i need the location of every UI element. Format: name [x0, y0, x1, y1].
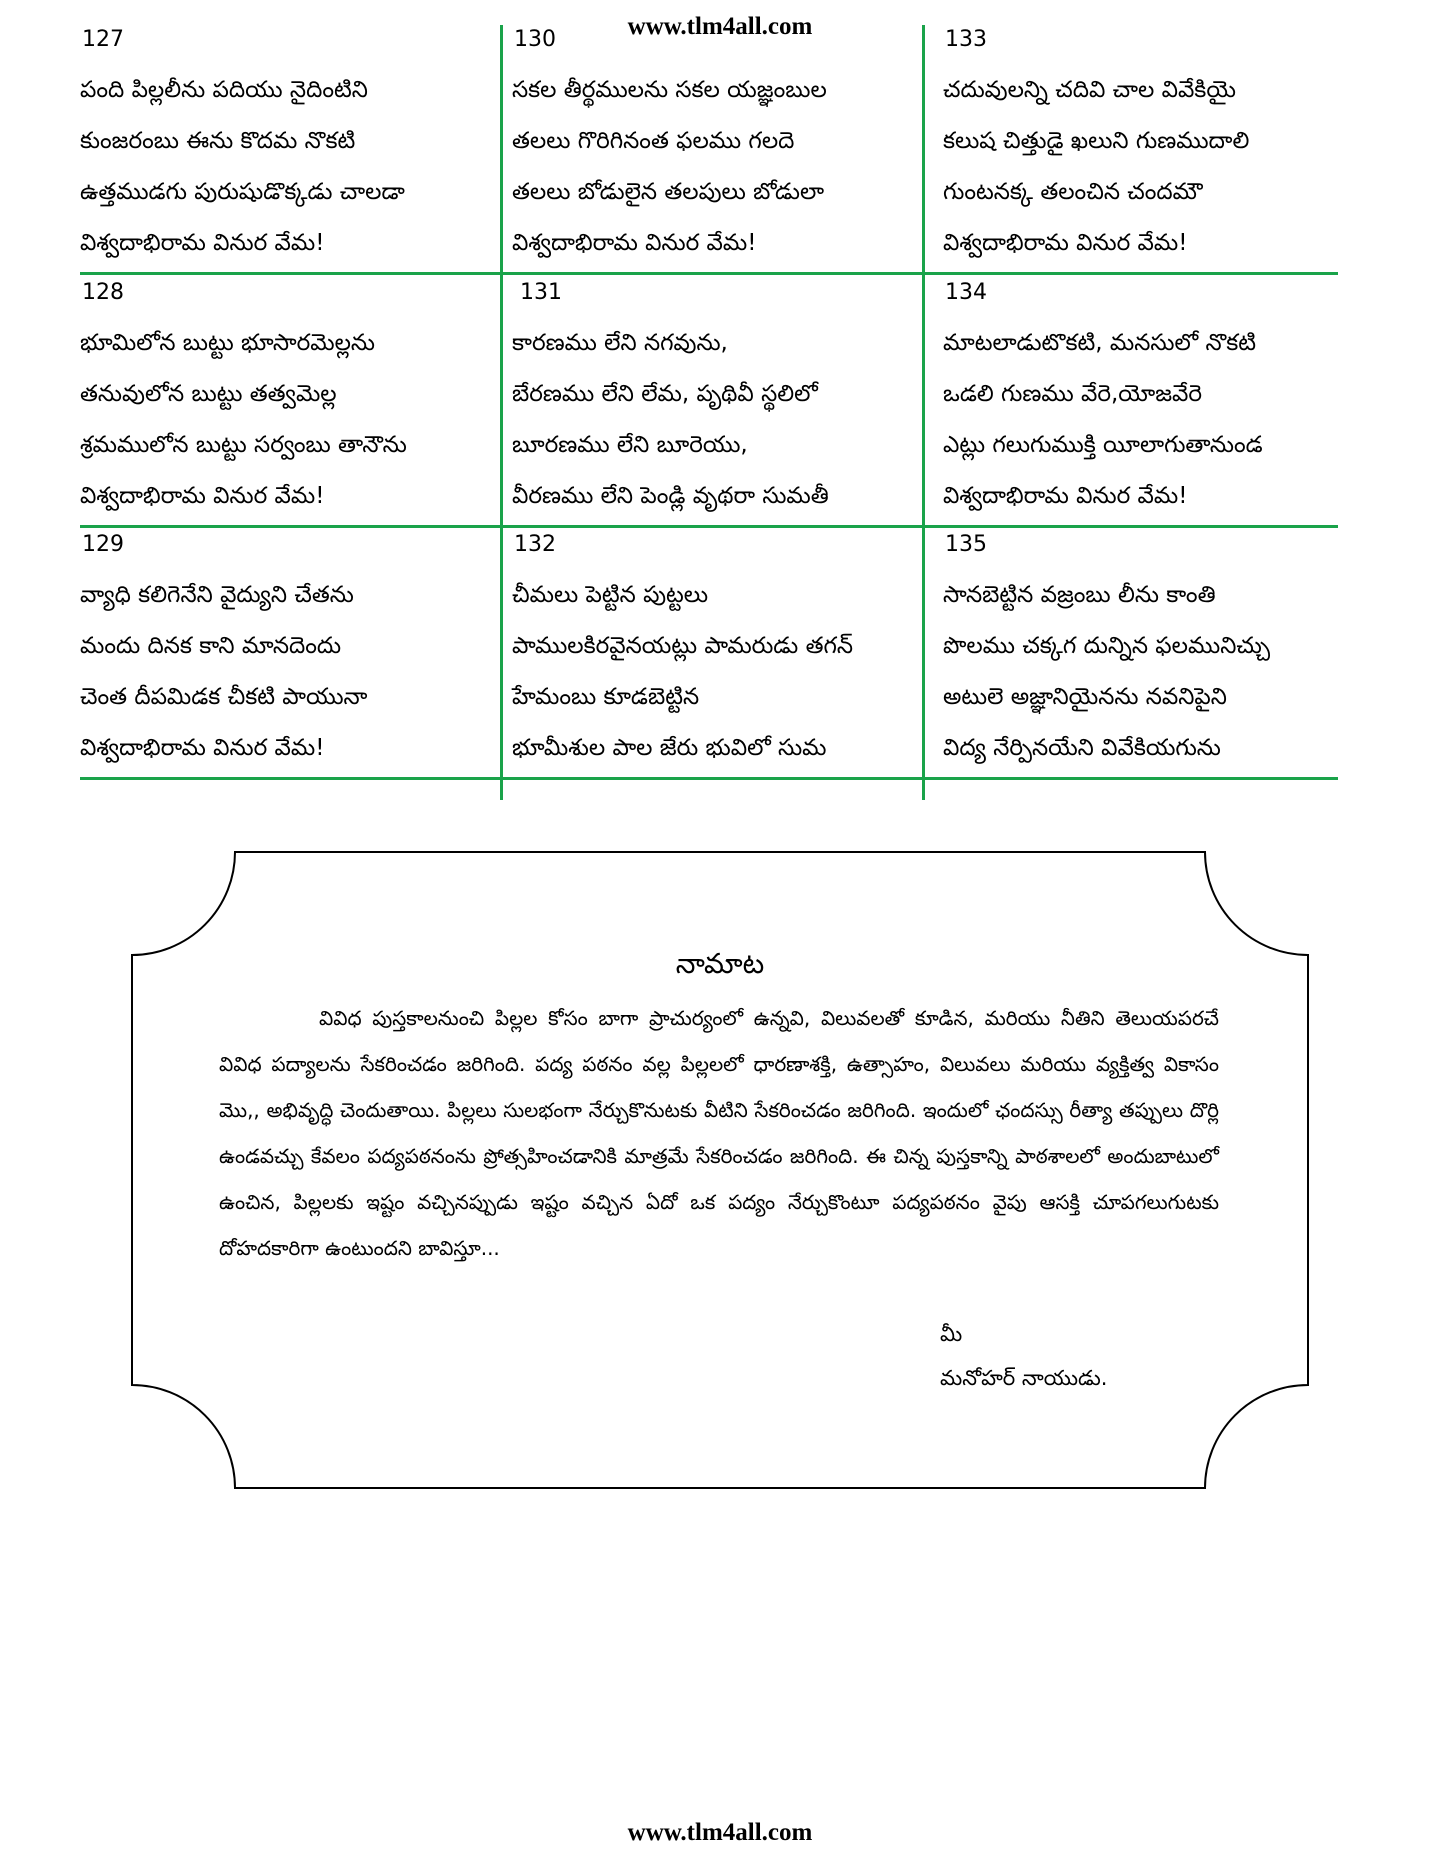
poem-line: తలలు బోడులైన తలపులు బోడులా: [512, 179, 825, 205]
grid-divider-horizontal-1: [80, 272, 1338, 275]
poem-line: విశ్వదాభిరామ వినుర వేమ!: [943, 483, 1188, 509]
poem-line: విశ్వదాభిరామ వినుర వేమ!: [80, 230, 325, 256]
poem-line: భూమిలోన బుట్టు భూసారమెల్లను: [80, 330, 376, 356]
poem-number: 133: [945, 27, 987, 52]
poem-line: కలుష చిత్తుడై ఖలుని గుణముదాలి: [943, 128, 1250, 154]
poem-line: కుంజరంబు ఈను కొదమ నొకటి: [80, 128, 356, 154]
poem-line: చెంత దీపమిడక చీకటి పాయునా: [80, 684, 368, 710]
poem-number: 132: [514, 532, 556, 557]
poem-line: కారణము లేని నగవును,: [512, 330, 728, 356]
poem-line: ఒడలి గుణము వేరె,యోజవేరె: [943, 381, 1203, 407]
poem-line: పంది పిల్లలీను పదియు నైదింటిని: [80, 77, 368, 103]
poem-number: 134: [945, 280, 987, 305]
preface-title: నామాట: [675, 947, 765, 980]
poem-number: 128: [82, 280, 124, 305]
grid-divider-horizontal-2: [80, 525, 1338, 528]
preface-signature: [940, 1312, 1107, 1400]
poem-line: తనువులోన బుట్టు తత్వమెల్ల: [80, 381, 337, 407]
poem-line: తలలు గొరిగినంత ఫలము గలదె: [512, 128, 795, 154]
poem-132: [512, 532, 912, 774]
poem-line: హేమంబు కూడబెట్టిన: [512, 684, 700, 710]
poem-line: విశ్వదాభిరామ వినుర వేమ!: [943, 230, 1188, 256]
poem-line: విద్య నేర్పినయేని వివేకియగును: [943, 735, 1221, 761]
poem-line: శ్రమములోన బుట్టు సర్వంబు తానౌను: [80, 432, 407, 458]
poem-line: విశ్వదాభిరామ వినుర వేమ!: [512, 230, 757, 256]
poem-line: పాములకిరవైనయట్లు పామరుడు తగన్: [512, 633, 854, 659]
poem-number: 135: [945, 532, 987, 557]
poem-number: 130: [514, 27, 556, 52]
preface-body: వివిధ పుస్తకాలనుంచి పిల్లల కోసం బాగా ప్రాచుర్యంలో ఉన్నవి, విలువలతో కూడిన, మరియు నీతిని తెలుయపరచే వివిధ పద్యాలను సేకరించడం జరిగింది. పద్య పఠనం వల్ల పిల్లలలో ధారణాశక్తి, ఉత్సాహం, విలువలు మరియు వ్యక్తిత్వ వికాసం మొ,, అభివృద్ధి చెందుతాయి. పిల్లలు సులభంగా నేర్చుకొనుటకు వీటిని సేకరించడం జరిగింది. ఇందులో ఛందస్సు రీత్యా తప్పులు దొర్లి ఉండవచ్చు కేవలం పద్యపఠనంను ప్రోత్సహించడానికి మాత్రమే సేకరించడం జరిగింది. ఈ చిన్న పుస్తకాన్ని పాఠశాలలో అందుబాటులో ఉంచిన, పిల్లలకు ఇష్టం వచ్చినప్పుడు ఇష్టం వచ్చిన ఏదో ఒక పద్యం నేర్చుకొంటూ పద్యపఠనం వైపు ఆసక్తి చూపగలుగుటకు దోహదకారిగా ఉంటుందని బావిస్తూ...: [219, 1006, 1219, 1260]
poem-131: [512, 280, 918, 522]
poem-128: [80, 280, 480, 522]
poem-line: చదువులన్ని చదివి చాల వివేకియై: [943, 77, 1236, 103]
header-site-url[interactable]: www.tlm4all.com: [627, 13, 813, 40]
poem-line: చీమలు పెట్టిన పుట్టలు: [512, 582, 709, 608]
poem-line: విశ్వదాభిరామ వినుర వేమ!: [80, 483, 325, 509]
poem-line: సకల తీర్థములను సకల యజ్ఞంబుల: [512, 77, 827, 103]
poem-line: ఎట్లు గలుగుముక్తి యీలాగుతానుండ: [943, 432, 1263, 458]
signature-salutation: మీ: [940, 1322, 963, 1346]
poem-134: [943, 280, 1343, 522]
poem-130: [512, 27, 912, 269]
poem-line: వ్యాధి కలిగెనేని వైద్యుని చేతను: [80, 582, 354, 608]
poem-line: ఉత్తముడగు పురుషుడొక్కడు చాలడా: [80, 179, 405, 205]
poem-129: [80, 532, 480, 774]
poem-line: గుంటనక్క తలంచిన చందమౌ: [943, 179, 1203, 205]
grid-divider-horizontal-3: [80, 777, 1338, 780]
footer-site-url[interactable]: www.tlm4all.com: [627, 1819, 813, 1846]
poem-number: 127: [82, 27, 124, 52]
grid-divider-vertical-2: [922, 25, 925, 800]
poem-line: పొలము చక్కగ దున్నిన ఫలమునిచ్చు: [943, 633, 1271, 659]
poem-135: [943, 532, 1343, 774]
poem-line: బేరణము లేని లేమ, పృథివీ స్థలిలో: [512, 381, 818, 407]
poem-line: భూమీశుల పాల జేరు భువిలో సుమ: [512, 735, 827, 761]
poem-line: సానబెట్టిన వజ్రంబు లీను కాంతి: [943, 582, 1216, 608]
poem-line: మందు దినక కాని మానదెందు: [80, 633, 342, 659]
poem-number: 129: [82, 532, 124, 557]
poem-line: విశ్వదాభిరామ వినుర వేమ!: [80, 735, 325, 761]
poem-127: [80, 27, 480, 269]
grid-divider-vertical-1: [500, 25, 503, 800]
poem-133: [943, 27, 1343, 269]
poem-line: బూరణము లేని బూరెయు,: [512, 432, 748, 458]
poem-line: అటులె అజ్ఞానియైనను నవనిపైని: [943, 684, 1227, 710]
poem-line: వీరణము లేని పెండ్లి వృథరా సుమతీ: [512, 483, 829, 509]
signature-author: మనోహర్ నాయుడు.: [940, 1366, 1108, 1390]
poem-line: మాటలాడుటొకటి, మనసులో నొకటి: [943, 330, 1256, 356]
preface-frame: [130, 850, 1310, 1490]
poem-number: 131: [520, 280, 562, 305]
